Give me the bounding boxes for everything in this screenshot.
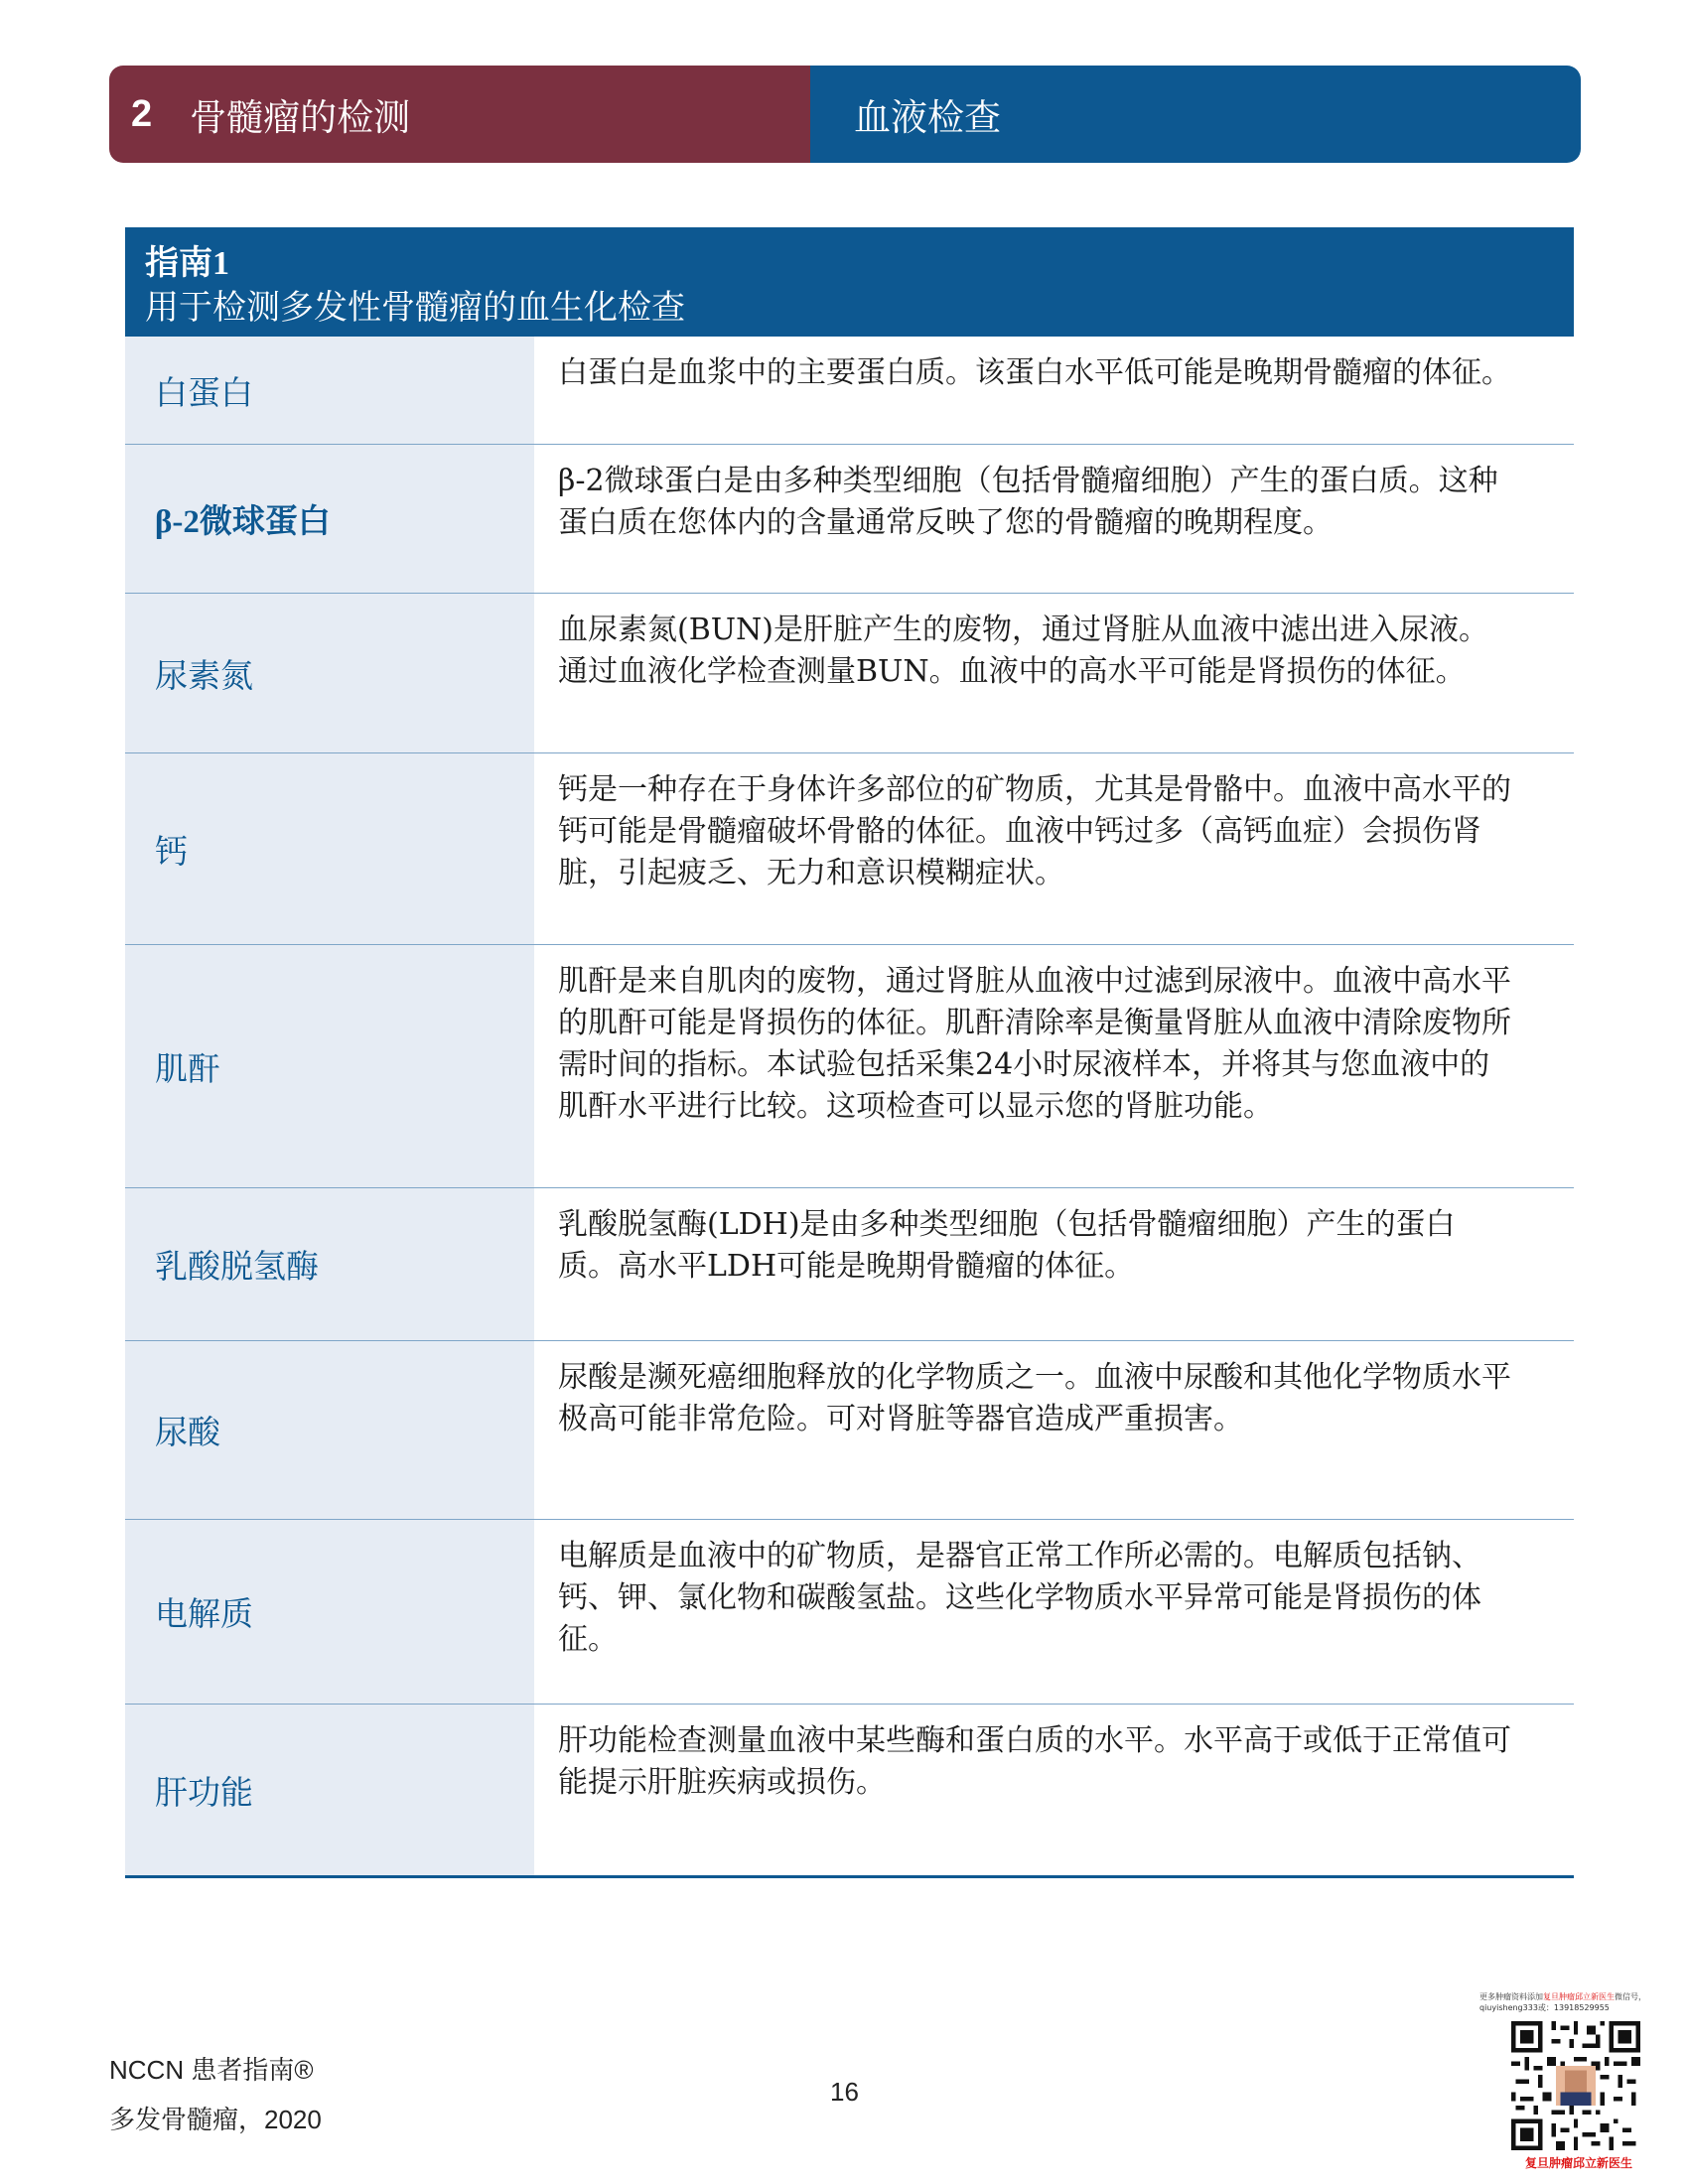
qr-code-icon (1511, 2021, 1640, 2150)
chapter-label (109, 66, 810, 163)
chapter-title: 骨髓瘤的检测 (190, 96, 411, 139)
table-row (125, 1188, 1574, 1341)
promo-text-a: 更多肿瘤资料添加 (1479, 1992, 1543, 2001)
promo-text (1479, 1991, 1678, 2013)
table-row (125, 1341, 1574, 1520)
row-description: 血尿素氮(BUN)是肝脏产生的废物，通过肾脏从血液中滤出进入尿液。通过血液化学检查测量BUN。血液中的高水平可能是肾损伤的体征。 (558, 613, 1488, 689)
promo-text-b: 复旦肿瘤邱立新医生 (1543, 1992, 1615, 2001)
chapter-header-bar (109, 66, 1581, 163)
row-description: 白蛋白是血浆中的主要蛋白质。该蛋白水平低可能是晚期骨髓瘤的体征。 (558, 355, 1511, 390)
table-row (125, 945, 1574, 1188)
row-description: 钙是一种存在于身体许多部位的矿物质，尤其是骨骼中。血液中高水平的钙可能是骨髓瘤破坏骨骼的体征。血液中钙过多（高钙血症）会损伤肾脏，引起疲乏、无力和意识模糊症状。 (558, 772, 1511, 890)
table-row (125, 445, 1574, 594)
row-description: 肌酐是来自肌肉的废物，通过肾脏从血液中过滤到尿液中。血液中高水平的肌酐可能是肾损伤的体征。肌酐清除率是衡量肾脏从血液中清除废物所需时间的指标。本试验包括采集24小时尿液样本，并将其与您血液中的肌酐水平进行比较。这项检查可以显示您的肾脏功能。 (558, 964, 1511, 1124)
table-row (125, 1520, 1574, 1705)
row-description: β-2微球蛋白是由多种类型细胞（包括骨髓瘤细胞）产生的蛋白质。这种蛋白质在您体内的含量通常反映了您的骨髓瘤的晚期程度。 (558, 464, 1498, 540)
section-title: 血液检查 (810, 66, 1581, 163)
guide-title: 用于检测多发性骨髓瘤的血生化检查 (145, 288, 685, 328)
table-row (125, 753, 1574, 945)
row-term: 白蛋白 (125, 337, 534, 444)
row-description: 尿酸是濒死癌细胞释放的化学物质之一。血液中尿酸和其他化学物质水平极高可能非常危险。可对肾脏等器官造成严重损害。 (558, 1360, 1511, 1436)
page-number: 16 (830, 2077, 859, 2107)
footer-line-2: 多发骨髓瘤，2020 (109, 2105, 322, 2134)
row-term: 肌酐 (125, 945, 534, 1187)
qr-caption: 复旦肿瘤邱立新医生 (1524, 2156, 1632, 2170)
guide-table (125, 227, 1574, 1878)
row-description: 肝功能检查测量血液中某些酶和蛋白质的水平。水平高于或低于正常值可能提示肝脏疾病或损伤。 (558, 1723, 1511, 1800)
row-term: 乳酸脱氢酶 (125, 1188, 534, 1340)
row-description: 乳酸脱氢酶(LDH)是由多种类型细胞（包括骨髓瘤细胞）产生的蛋白质。高水平LDH可能是晚期骨髓瘤的体征。 (558, 1207, 1456, 1284)
row-term: 尿酸 (125, 1341, 534, 1519)
table-row (125, 337, 1574, 445)
guide-label: 指南1 (145, 245, 229, 282)
chapter-number: 2 (131, 92, 153, 135)
row-term: 尿素氮 (125, 594, 534, 752)
row-term: 钙 (125, 753, 534, 944)
table-row (125, 1705, 1574, 1878)
row-description: 电解质是血液中的矿物质，是器官正常工作所必需的。电解质包括钠、钙、钾、氯化物和碳酸氢盐。这些化学物质水平异常可能是肾损伤的体征。 (558, 1539, 1481, 1657)
table-row (125, 594, 1574, 753)
guide-header (125, 227, 1574, 337)
row-term: β-2微球蛋白 (125, 445, 534, 593)
footer-line-1: NCCN 患者指南® (109, 2055, 314, 2085)
row-term: 肝功能 (125, 1705, 534, 1875)
footer-publication (109, 2045, 322, 2144)
row-term: 电解质 (125, 1520, 534, 1704)
promo-text-c: 微信号，qiuyisheng333或：13918529955 (1479, 1992, 1646, 2012)
